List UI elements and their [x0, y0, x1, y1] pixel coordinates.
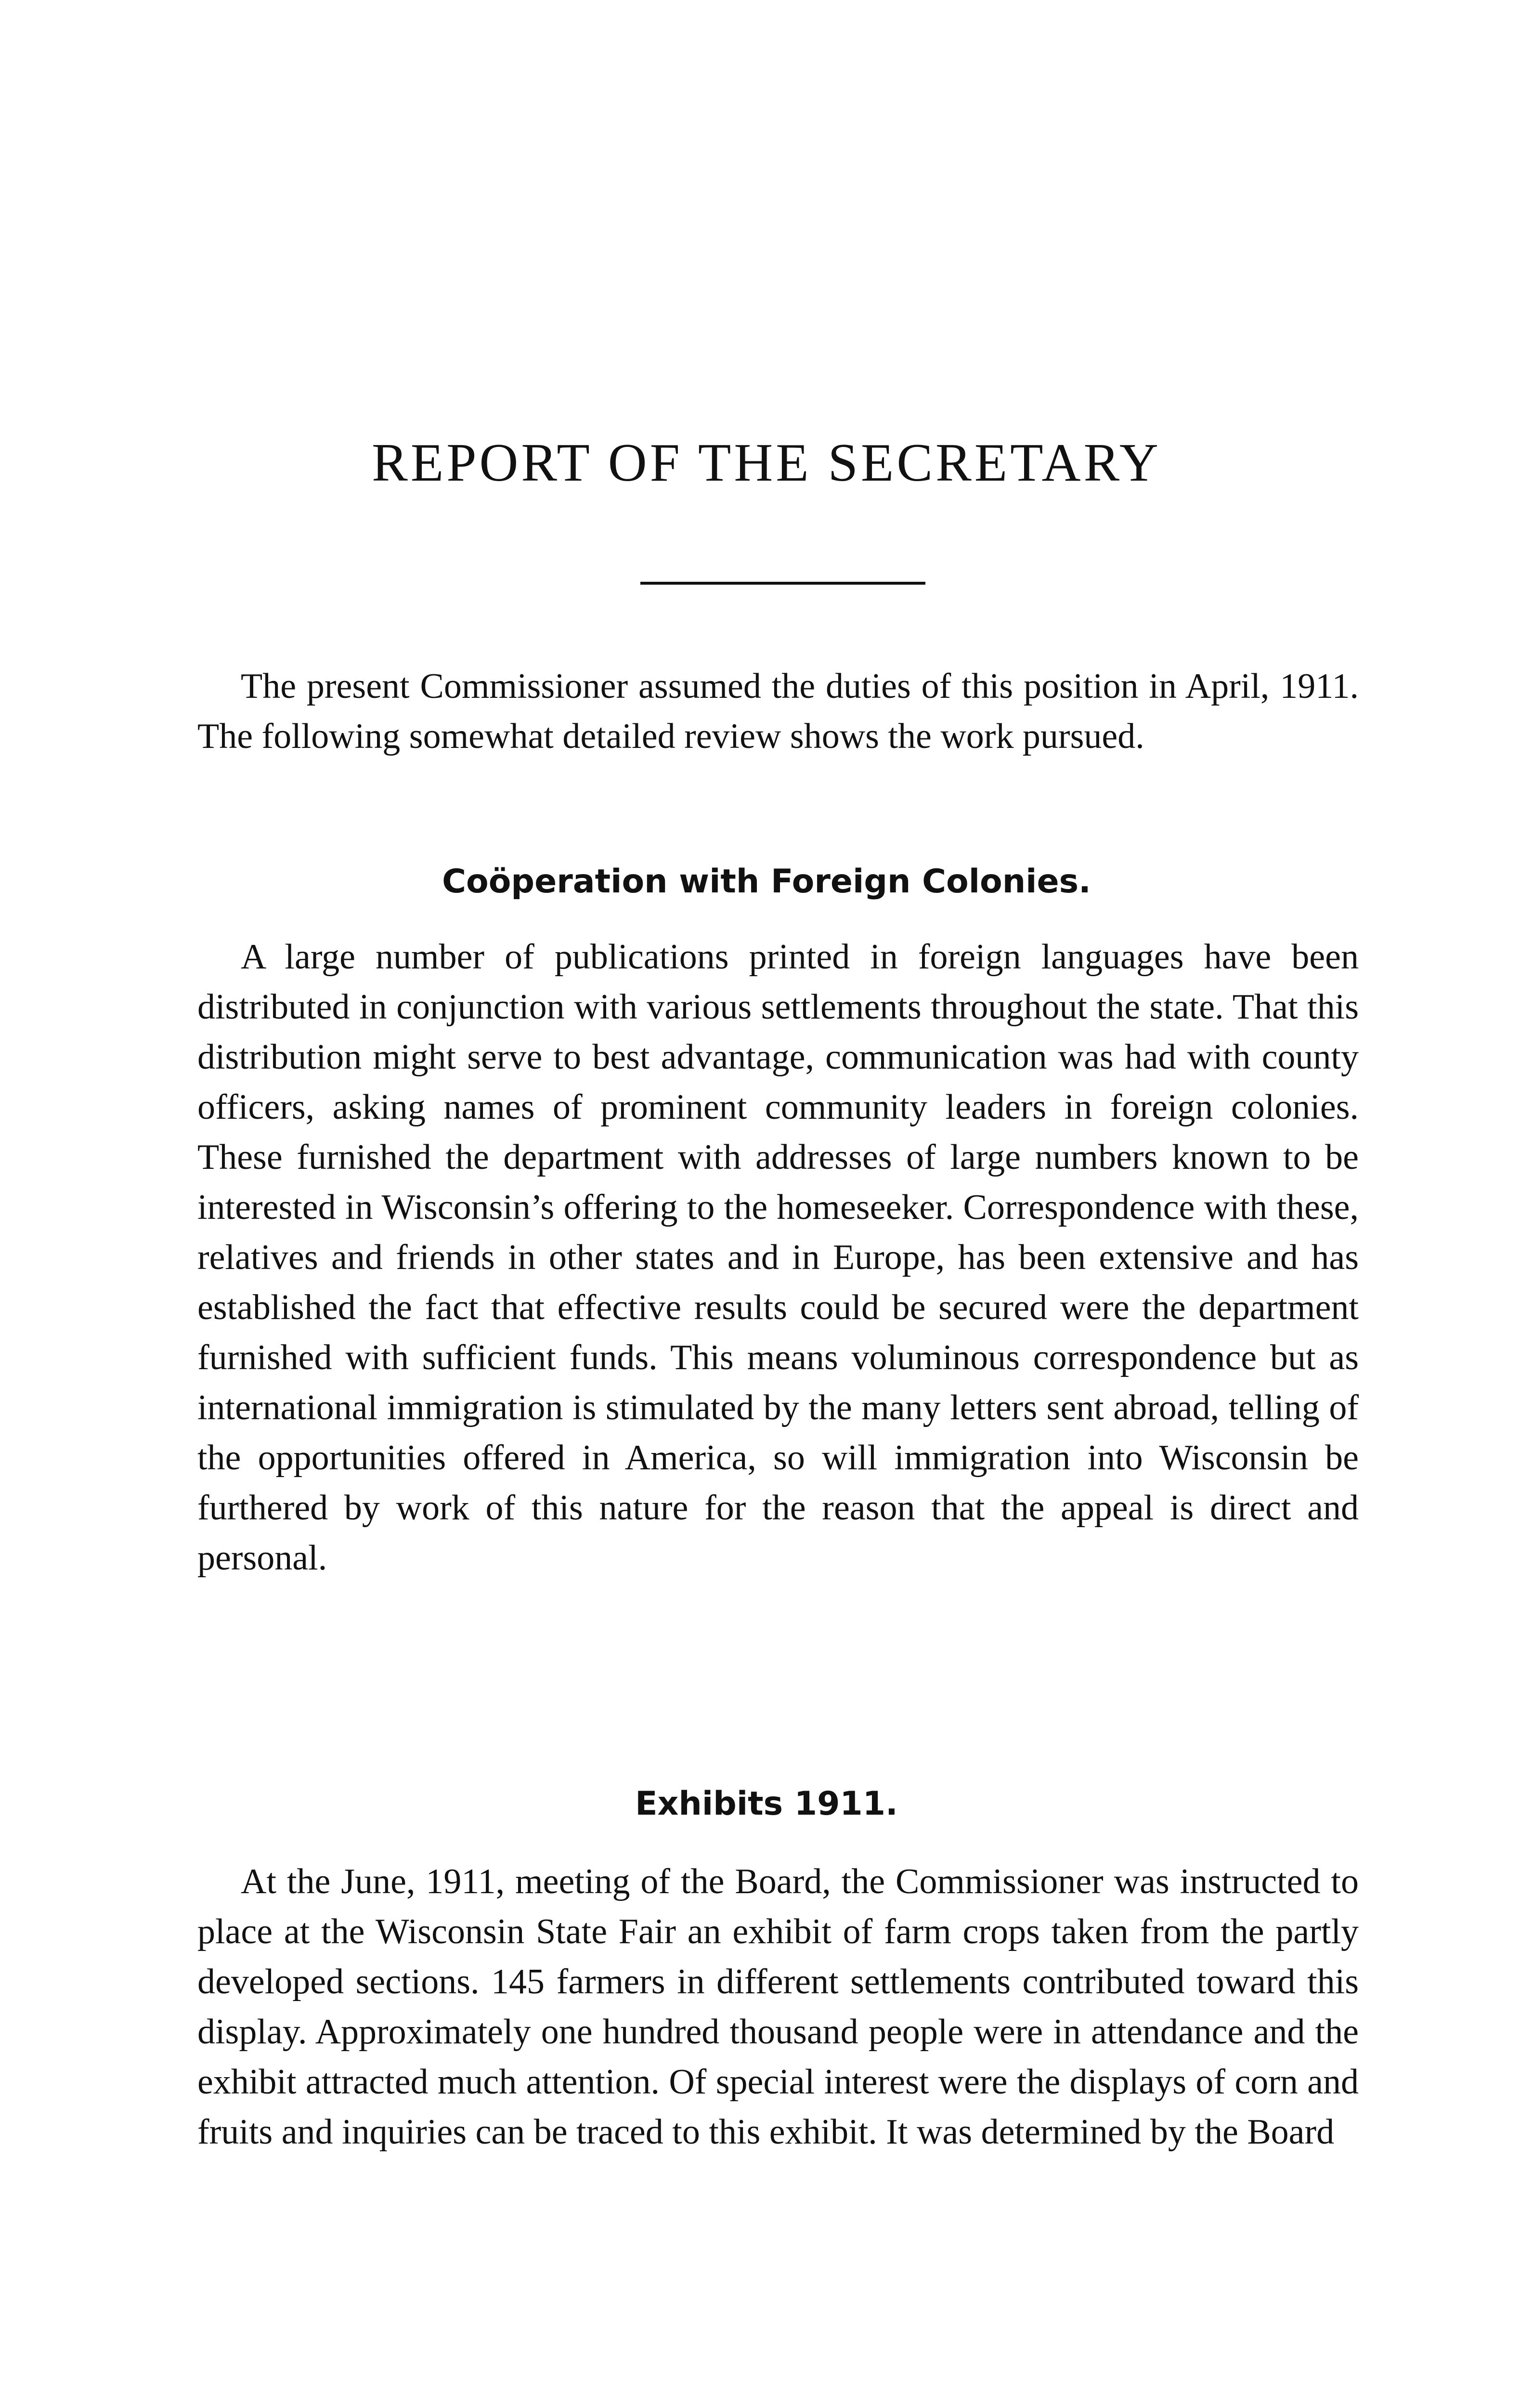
section-heading-exhibits: Exhibits 1911.	[635, 1785, 898, 1823]
section-body-exhibits: At the June, 1911, meeting of the Board, the Commissioner was instructed to place at the Wisconsin State Fair an exhibit of farm crops taken from the partly developed sections. 145 farmers in different settlements contributed toward this display. Approximately one hundred thousand people were in attendance and the exhibit attracted much attention. Of special interest were the displays of corn and fruits and inquiries can be traced to this exhibit. It was determined by the Board	[197, 1862, 1359, 2152]
section-heading-cooperation: Coöperation with Foreign Colonies.	[442, 863, 1091, 901]
page-title: REPORT OF THE SECRETARY	[372, 433, 1161, 493]
intro-paragraph: The present Commissioner assumed the duties of this position in April, 1911. The following somewhat detailed review shows the work pursued.	[197, 667, 1359, 756]
section-body-cooperation: A large number of publications printed in foreign languages have been distributed in conjunction with various settlements throughout the state. That this distribution might serve to best advantage, communication was had with county officers, asking names of prominent community leaders in foreign colonies. These furnished the department with addresses of large numbers known to be interested in Wisconsin’s offering to the homeseeker. Correspondence with these, relatives and friends in other states and in Europe, has been extensive and has established the fact that effective results could be secured were the department furnished with sufficient funds. This means voluminous correspondence but as international immigration is stimulated by the many letters sent abroad, telling of the opportunities offered in America, so will immigration into Wisconsin be furthered by work of this nature for the reason that the appeal is direct and personal.	[197, 937, 1359, 1578]
title-divider	[640, 582, 925, 585]
